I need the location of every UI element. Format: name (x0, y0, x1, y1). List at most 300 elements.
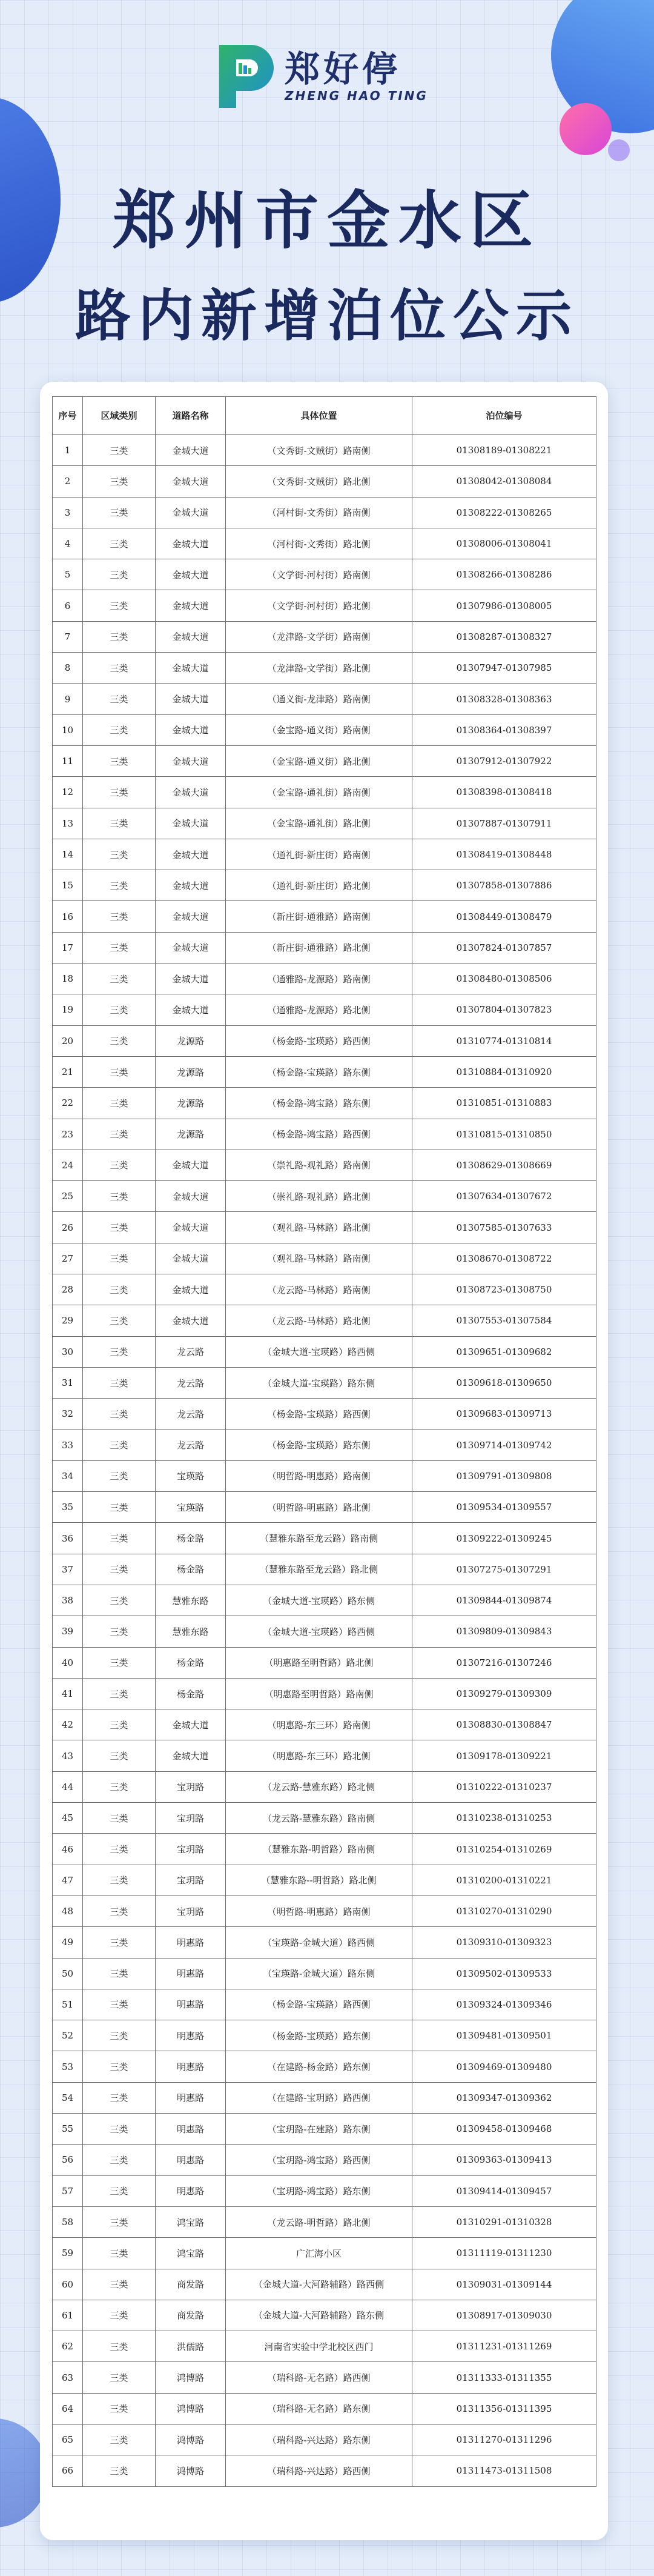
cell-index: 21 (53, 1056, 83, 1087)
cell-berth-number: 01308042-01308084 (412, 466, 596, 497)
cell-berth-number: 01309618-01309650 (412, 1367, 596, 1398)
cell-road-name: 龙源路 (156, 1119, 226, 1150)
header-berth-number: 泊位编号 (412, 397, 596, 435)
table-row (53, 1150, 596, 1180)
cell-location: （宝玥路-鸿宝路）路东侧 (226, 2175, 412, 2206)
cell-location: （杨金路-宝瑛路）路西侧 (226, 1025, 412, 1056)
table-row (53, 714, 596, 745)
cell-zone-type: 三类 (83, 621, 156, 652)
cell-zone-type: 三类 (83, 1740, 156, 1771)
cell-berth-number: 01309714-01309742 (412, 1429, 596, 1460)
cell-road-name: 宝玥路 (156, 1771, 226, 1802)
cell-zone-type: 三类 (83, 1865, 156, 1895)
cell-zone-type: 三类 (83, 2020, 156, 2051)
cell-location: （杨金路-宝瑛路）路东侧 (226, 2020, 412, 2051)
cell-index: 59 (53, 2238, 83, 2269)
cell-zone-type: 三类 (83, 2300, 156, 2331)
cell-location: （龙云路-慧雅东路）路南侧 (226, 1803, 412, 1834)
cell-location: （通雅路-龙源路）路南侧 (226, 964, 412, 994)
cell-road-name: 金城大道 (156, 777, 226, 808)
cell-index: 60 (53, 2269, 83, 2300)
cell-road-name: 金城大道 (156, 870, 226, 901)
table-row (53, 2393, 596, 2424)
cell-berth-number: 01308917-01309030 (412, 2300, 596, 2331)
cell-index: 28 (53, 1274, 83, 1305)
cell-zone-type: 三类 (83, 994, 156, 1025)
cell-zone-type: 三类 (83, 1927, 156, 1958)
table-row (53, 1865, 596, 1895)
cell-index: 48 (53, 1895, 83, 1926)
cell-berth-number: 01308398-01308418 (412, 777, 596, 808)
cell-berth-number: 01309481-01309501 (412, 2020, 596, 2051)
cell-road-name: 明惠路 (156, 2082, 226, 2113)
cell-berth-number: 01308364-01308397 (412, 714, 596, 745)
table-row (53, 2331, 596, 2362)
table-row (53, 2455, 596, 2486)
cell-index: 20 (53, 1025, 83, 1056)
cell-road-name: 金城大道 (156, 684, 226, 714)
cell-road-name: 金城大道 (156, 1740, 226, 1771)
cell-road-name: 明惠路 (156, 2145, 226, 2175)
cell-berth-number: 01307216-01307246 (412, 1647, 596, 1678)
cell-location: （明哲路-明惠路）路南侧 (226, 1460, 412, 1491)
cell-road-name: 明惠路 (156, 2114, 226, 2145)
cell-zone-type: 三类 (83, 1399, 156, 1429)
cell-road-name: 金城大道 (156, 1150, 226, 1180)
cell-road-name: 金城大道 (156, 839, 226, 870)
cell-zone-type: 三类 (83, 653, 156, 684)
cell-road-name: 鸿博路 (156, 2362, 226, 2393)
cell-road-name: 龙云路 (156, 1399, 226, 1429)
cell-index: 37 (53, 1554, 83, 1585)
cell-road-name: 金城大道 (156, 466, 226, 497)
cell-zone-type: 三类 (83, 1056, 156, 1087)
cell-location: （宝瑛路-金城大道）路东侧 (226, 1958, 412, 1989)
cell-road-name: 金城大道 (156, 559, 226, 590)
cell-index: 18 (53, 964, 83, 994)
cell-zone-type: 三类 (83, 466, 156, 497)
cell-index: 24 (53, 1150, 83, 1180)
cell-zone-type: 三类 (83, 1678, 156, 1709)
cell-road-name: 金城大道 (156, 435, 226, 466)
cell-index: 29 (53, 1305, 83, 1336)
table-row (53, 466, 596, 497)
cell-road-name: 鸿博路 (156, 2455, 226, 2486)
cell-road-name: 金城大道 (156, 714, 226, 745)
cell-berth-number: 01307858-01307886 (412, 870, 596, 901)
cell-index: 15 (53, 870, 83, 901)
parking-p-icon (216, 41, 276, 111)
table-row (53, 870, 596, 901)
table-row (53, 1305, 596, 1336)
cell-index: 62 (53, 2331, 83, 2362)
cell-road-name: 金城大道 (156, 964, 226, 994)
table-row (53, 1056, 596, 1087)
cell-berth-number: 01308480-01308506 (412, 964, 596, 994)
table-row (53, 1895, 596, 1926)
cell-road-name: 金城大道 (156, 590, 226, 621)
cell-berth-number: 01310222-01310237 (412, 1771, 596, 1802)
cell-location: （新庄街-通雅路）路南侧 (226, 901, 412, 932)
cell-berth-number: 01310815-01310850 (412, 1119, 596, 1150)
cell-zone-type: 三类 (83, 497, 156, 528)
table-row (53, 2362, 596, 2393)
cell-location: （龙云路-慧雅东路）路北侧 (226, 1771, 412, 1802)
cell-zone-type: 三类 (83, 1212, 156, 1243)
cell-index: 40 (53, 1647, 83, 1678)
table-row (53, 2114, 596, 2145)
cell-index: 53 (53, 2051, 83, 2082)
cell-location: （河村街-文秀街）路北侧 (226, 528, 412, 559)
cell-berth-number: 01307275-01307291 (412, 1554, 596, 1585)
table-row (53, 1429, 596, 1460)
cell-road-name: 金城大道 (156, 621, 226, 652)
cell-index: 56 (53, 2145, 83, 2175)
cell-berth-number: 01311119-01311230 (412, 2238, 596, 2269)
table-row (53, 1399, 596, 1429)
cell-zone-type: 三类 (83, 2269, 156, 2300)
cell-zone-type: 三类 (83, 1771, 156, 1802)
cell-road-name: 金城大道 (156, 528, 226, 559)
table-row (53, 1336, 596, 1367)
cell-road-name: 金城大道 (156, 1212, 226, 1243)
header-zone-type: 区域类别 (83, 397, 156, 435)
cell-index: 31 (53, 1367, 83, 1398)
cell-road-name: 龙源路 (156, 1025, 226, 1056)
cell-zone-type: 三类 (83, 1709, 156, 1740)
cell-zone-type: 三类 (83, 870, 156, 901)
table-row (53, 1492, 596, 1523)
cell-index: 57 (53, 2175, 83, 2206)
cell-index: 54 (53, 2082, 83, 2113)
cell-zone-type: 三类 (83, 2455, 156, 2486)
cell-zone-type: 三类 (83, 901, 156, 932)
cell-berth-number: 01311231-01311269 (412, 2331, 596, 2362)
cell-berth-number: 01307824-01307857 (412, 932, 596, 963)
table-row (53, 2269, 596, 2300)
cell-road-name: 金城大道 (156, 1243, 226, 1274)
cell-zone-type: 三类 (83, 1989, 156, 2020)
table-row (53, 1088, 596, 1119)
cell-index: 63 (53, 2362, 83, 2393)
cell-zone-type: 三类 (83, 559, 156, 590)
cell-location: （龙云路-马林路）路南侧 (226, 1274, 412, 1305)
cell-location: （慧雅东路至龙云路）路南侧 (226, 1523, 412, 1554)
cell-berth-number: 01309791-01309808 (412, 1460, 596, 1491)
cell-berth-number: 01309324-01309346 (412, 1989, 596, 2020)
cell-zone-type: 三类 (83, 528, 156, 559)
cell-road-name: 商发路 (156, 2269, 226, 2300)
cell-index: 55 (53, 2114, 83, 2145)
cell-index: 30 (53, 1336, 83, 1367)
table-row (53, 2145, 596, 2175)
cell-zone-type: 三类 (83, 1025, 156, 1056)
cell-road-name: 商发路 (156, 2300, 226, 2331)
cell-index: 6 (53, 590, 83, 621)
cell-zone-type: 三类 (83, 1492, 156, 1523)
cell-road-name: 金城大道 (156, 745, 226, 776)
cell-road-name: 宝玥路 (156, 1834, 226, 1865)
cell-berth-number: 01307634-01307672 (412, 1181, 596, 1212)
cell-road-name: 金城大道 (156, 932, 226, 963)
cell-index: 46 (53, 1834, 83, 1865)
cell-berth-number: 01309279-01309309 (412, 1678, 596, 1709)
cell-index: 42 (53, 1709, 83, 1740)
decor-circle-purple (608, 139, 630, 161)
cell-zone-type: 三类 (83, 684, 156, 714)
cell-location: （金城大道-宝瑛路）路东侧 (226, 1367, 412, 1398)
cell-zone-type: 三类 (83, 1305, 156, 1336)
table-row (53, 559, 596, 590)
cell-zone-type: 三类 (83, 1834, 156, 1865)
cell-zone-type: 三类 (83, 1088, 156, 1119)
cell-location: （金宝路-通义街）路北侧 (226, 745, 412, 776)
table-row (53, 1181, 596, 1212)
cell-location: （龙云路-马林路）路北侧 (226, 1305, 412, 1336)
page-title-line1: 郑州市金水区 (112, 184, 541, 258)
cell-zone-type: 三类 (83, 1460, 156, 1491)
cell-berth-number: 01310851-01310883 (412, 1088, 596, 1119)
cell-location: （明惠路-东三环）路南侧 (226, 1709, 412, 1740)
cell-berth-number: 01308189-01308221 (412, 435, 596, 466)
cell-road-name: 龙云路 (156, 1367, 226, 1398)
cell-zone-type: 三类 (83, 2362, 156, 2393)
cell-berth-number: 01310774-01310814 (412, 1025, 596, 1056)
cell-location: （河村街-文秀街）路南侧 (226, 497, 412, 528)
cell-location: （通义街-龙津路）路南侧 (226, 684, 412, 714)
table-row (53, 1460, 596, 1491)
cell-berth-number: 01309502-01309533 (412, 1958, 596, 1989)
cell-location: （杨金路-宝瑛路）路西侧 (226, 1399, 412, 1429)
cell-road-name: 宝玥路 (156, 1895, 226, 1926)
cell-berth-number: 01311333-01311355 (412, 2362, 596, 2393)
cell-location: （明惠路至明哲路）路南侧 (226, 1678, 412, 1709)
cell-berth-number: 01308830-01308847 (412, 1709, 596, 1740)
cell-zone-type: 三类 (83, 1119, 156, 1150)
cell-zone-type: 三类 (83, 2175, 156, 2206)
cell-zone-type: 三类 (83, 2331, 156, 2362)
cell-location: （金城大道-宝瑛路）路西侧 (226, 1616, 412, 1647)
table-row (53, 1212, 596, 1243)
cell-berth-number: 01311356-01311395 (412, 2393, 596, 2424)
cell-location: （崇礼路-观礼路）路南侧 (226, 1150, 412, 1180)
cell-location: （金城大道-大河路辅路）路东侧 (226, 2300, 412, 2331)
cell-berth-number: 01308629-01308669 (412, 1150, 596, 1180)
cell-berth-number: 01310270-01310290 (412, 1895, 596, 1926)
cell-berth-number: 01309347-01309362 (412, 2082, 596, 2113)
cell-road-name: 金城大道 (156, 497, 226, 528)
cell-location: （明哲路-明惠路）路北侧 (226, 1492, 412, 1523)
cell-index: 45 (53, 1803, 83, 1834)
cell-location: （通礼街-新庄街）路南侧 (226, 839, 412, 870)
cell-index: 5 (53, 559, 83, 590)
cell-location: （新庄街-通雅路）路北侧 (226, 932, 412, 963)
cell-berth-number: 01309651-01309682 (412, 1336, 596, 1367)
cell-zone-type: 三类 (83, 2145, 156, 2175)
cell-berth-number: 01308670-01308722 (412, 1243, 596, 1274)
table-row (53, 1740, 596, 1771)
decor-circle-pink (560, 103, 612, 155)
cell-location: （杨金路-宝瑛路）路东侧 (226, 1429, 412, 1460)
cell-road-name: 明惠路 (156, 1927, 226, 1958)
cell-index: 64 (53, 2393, 83, 2424)
cell-zone-type: 三类 (83, 2114, 156, 2145)
cell-index: 23 (53, 1119, 83, 1150)
cell-zone-type: 三类 (83, 1336, 156, 1367)
cell-location: （通雅路-龙源路）路北侧 (226, 994, 412, 1025)
table-row (53, 1523, 596, 1554)
cell-berth-number: 01309469-01309480 (412, 2051, 596, 2082)
cell-index: 32 (53, 1399, 83, 1429)
cell-location: 广汇海小区 (226, 2238, 412, 2269)
cell-road-name: 宝玥路 (156, 1865, 226, 1895)
table-row (53, 1585, 596, 1616)
table-row (53, 901, 596, 932)
table-row (53, 2206, 596, 2237)
table-row (53, 1709, 596, 1740)
cell-location: （杨金路-宝瑛路）路东侧 (226, 1056, 412, 1087)
cell-location: （瑞科路-兴达路）路东侧 (226, 2425, 412, 2455)
cell-location: （观礼路-马林路）路北侧 (226, 1212, 412, 1243)
cell-zone-type: 三类 (83, 1429, 156, 1460)
cell-road-name: 金城大道 (156, 901, 226, 932)
brand-name-cn: 郑好停 (285, 48, 401, 90)
table-row (53, 745, 596, 776)
parking-berth-table (52, 396, 596, 2487)
cell-zone-type: 三类 (83, 964, 156, 994)
cell-zone-type: 三类 (83, 808, 156, 839)
cell-berth-number: 01310200-01310221 (412, 1865, 596, 1895)
cell-road-name: 鸿博路 (156, 2393, 226, 2424)
cell-road-name: 龙源路 (156, 1088, 226, 1119)
table-row (53, 590, 596, 621)
cell-zone-type: 三类 (83, 1150, 156, 1180)
cell-zone-type: 三类 (83, 777, 156, 808)
table-row (53, 777, 596, 808)
cell-road-name: 明惠路 (156, 2020, 226, 2051)
cell-location: （瑞科路-兴达路）路西侧 (226, 2455, 412, 2486)
cell-berth-number: 01307986-01308005 (412, 590, 596, 621)
cell-berth-number: 01307585-01307633 (412, 1212, 596, 1243)
cell-berth-number: 01311473-01311508 (412, 2455, 596, 2486)
cell-location: （文秀街-文贼街）路南侧 (226, 435, 412, 466)
cell-location: （在建路-宝玥路）路西侧 (226, 2082, 412, 2113)
cell-zone-type: 三类 (83, 2425, 156, 2455)
cell-zone-type: 三类 (83, 714, 156, 745)
cell-zone-type: 三类 (83, 1274, 156, 1305)
cell-index: 47 (53, 1865, 83, 1895)
table-row (53, 1958, 596, 1989)
cell-location: （慧雅东路至龙云路）路北侧 (226, 1554, 412, 1585)
cell-location: （明惠路至明哲路）路北侧 (226, 1647, 412, 1678)
cell-index: 8 (53, 653, 83, 684)
cell-index: 61 (53, 2300, 83, 2331)
cell-location: （宝玥路-在建路）路东侧 (226, 2114, 412, 2145)
page-title-line2: 路内新增泊位公示 (74, 284, 579, 348)
cell-index: 58 (53, 2206, 83, 2237)
table-row (53, 1834, 596, 1865)
table-row (53, 964, 596, 994)
cell-berth-number: 01307887-01307911 (412, 808, 596, 839)
cell-road-name: 金城大道 (156, 994, 226, 1025)
cell-road-name: 明惠路 (156, 1989, 226, 2020)
cell-index: 65 (53, 2425, 83, 2455)
cell-road-name: 洪儒路 (156, 2331, 226, 2362)
cell-index: 10 (53, 714, 83, 745)
cell-berth-number: 01308287-01308327 (412, 621, 596, 652)
brand-name-en: ZHENG HAO TING (285, 88, 428, 103)
cell-index: 4 (53, 528, 83, 559)
cell-location: （明哲路-明惠路）路南侧 (226, 1895, 412, 1926)
table-row (53, 2051, 596, 2082)
cell-location: （崇礼路-观礼路）路北侧 (226, 1181, 412, 1212)
cell-berth-number: 01309310-01309323 (412, 1927, 596, 1958)
cell-index: 2 (53, 466, 83, 497)
cell-zone-type: 三类 (83, 1554, 156, 1585)
cell-zone-type: 三类 (83, 1367, 156, 1398)
table-row (53, 1647, 596, 1678)
cell-road-name: 金城大道 (156, 1709, 226, 1740)
cell-index: 17 (53, 932, 83, 963)
cell-zone-type: 三类 (83, 1803, 156, 1834)
cell-location: （瑞科路-无名路）路西侧 (226, 2362, 412, 2393)
header-location: 具体位置 (226, 397, 412, 435)
cell-zone-type: 三类 (83, 435, 156, 466)
cell-index: 14 (53, 839, 83, 870)
table-row (53, 435, 596, 466)
cell-road-name: 金城大道 (156, 1274, 226, 1305)
table-row (53, 2300, 596, 2331)
table-row (53, 994, 596, 1025)
cell-berth-number: 01308266-01308286 (412, 559, 596, 590)
table-row (53, 497, 596, 528)
cell-berth-number: 01309414-01309457 (412, 2175, 596, 2206)
table-row (53, 621, 596, 652)
cell-zone-type: 三类 (83, 1958, 156, 1989)
cell-index: 12 (53, 777, 83, 808)
table-row (53, 1771, 596, 1802)
cell-zone-type: 三类 (83, 590, 156, 621)
cell-berth-number: 01308419-01308448 (412, 839, 596, 870)
cell-zone-type: 三类 (83, 1895, 156, 1926)
cell-zone-type: 三类 (83, 2393, 156, 2424)
table-row (53, 2425, 596, 2455)
cell-road-name: 慧雅东路 (156, 1616, 226, 1647)
table-row (53, 1678, 596, 1709)
table-row (53, 1989, 596, 2020)
cell-berth-number: 01311270-01311296 (412, 2425, 596, 2455)
cell-index: 38 (53, 1585, 83, 1616)
cell-berth-number: 01310884-01310920 (412, 1056, 596, 1087)
cell-index: 43 (53, 1740, 83, 1771)
cell-location: （慧雅东路-明哲路）路南侧 (226, 1834, 412, 1865)
cell-location: （宝玥路-鸿宝路）路西侧 (226, 2145, 412, 2175)
cell-index: 22 (53, 1088, 83, 1119)
cell-berth-number: 01309031-01309144 (412, 2269, 596, 2300)
cell-road-name: 金城大道 (156, 1181, 226, 1212)
table-header-row (53, 397, 596, 435)
cell-zone-type: 三类 (83, 2238, 156, 2269)
cell-location: （杨金路-宝瑛路）路西侧 (226, 1989, 412, 2020)
cell-berth-number: 01309222-01309245 (412, 1523, 596, 1554)
table-row (53, 1025, 596, 1056)
table-row (53, 839, 596, 870)
table-row (53, 1803, 596, 1834)
table-row (53, 2082, 596, 2113)
cell-index: 39 (53, 1616, 83, 1647)
table-row (53, 1554, 596, 1585)
cell-index: 26 (53, 1212, 83, 1243)
